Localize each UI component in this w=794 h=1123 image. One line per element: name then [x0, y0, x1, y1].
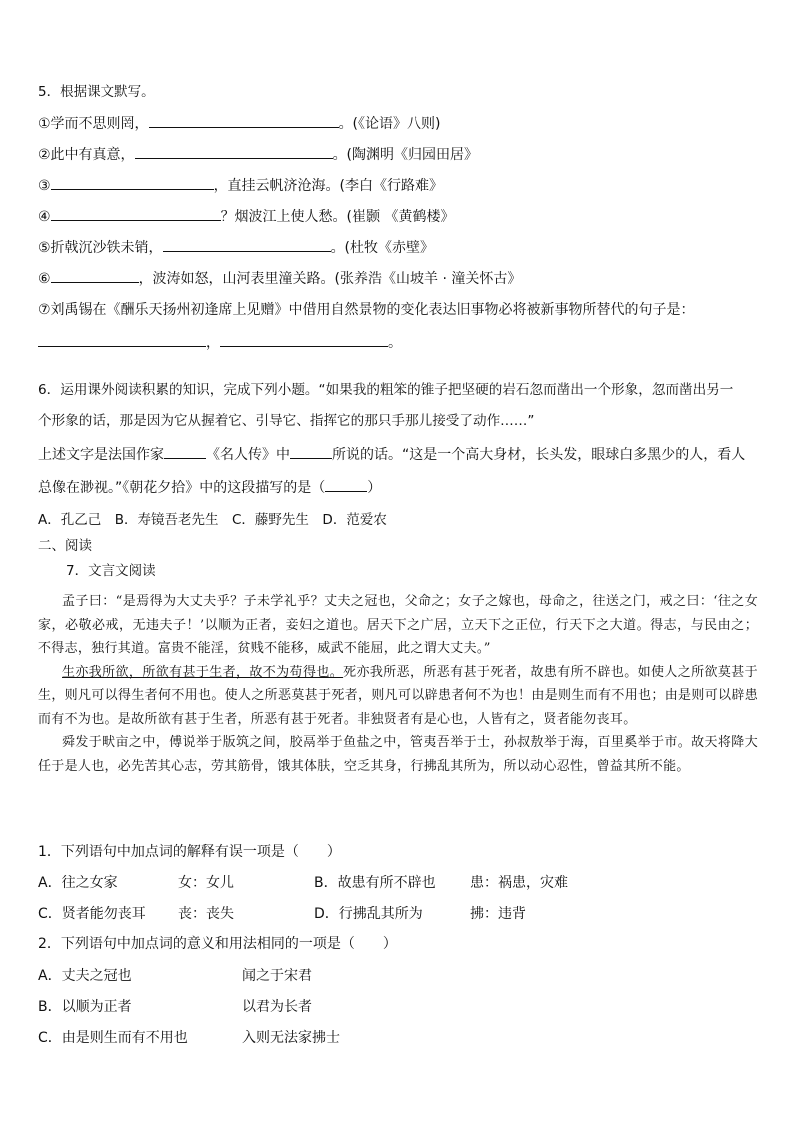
q5-line-5-text: ⑤折戟沉沙铁未销， — [38, 240, 163, 256]
q6-line-3 — [38, 444, 745, 465]
fill-blank[interactable] — [220, 332, 388, 347]
fill-blank[interactable] — [149, 113, 339, 128]
sq2-row-a — [38, 966, 758, 986]
option-b-answer: 患：祸患，灾难 — [470, 875, 568, 891]
q6-text-1: 6．运用课外阅读积累的知识，完成下列小题。“如果我的粗笨的锥子把坚硬的岩石忽而凿出一个形象，忽而凿出另一 — [38, 382, 734, 398]
passage-paragraph-1: 孟子曰：“是焉得为大丈夫乎？子未学礼乎？丈夫之冠也，父命之；女子之嫁也，母命之，往送之门，戒之曰：‘往之女家，必敬必戒，无违夫子！’以顺为正者，妾妇之道也。居天下之广居，立天下之正位，行天下之大道。得志，与民由之；不得志，独行其道。富贵不能淫，贫贱不能移，威武不能屈，此之谓大丈夫。” — [38, 594, 758, 656]
sq2-stem: 2．下列语句中加点词的意义和用法相同的一项是（ ） — [38, 936, 397, 952]
passage-paragraph-2-text: 死亦我所恶，所恶有甚于死者，故患有所不辟也。如使人之所欲莫甚于生，则凡可以得生者何不用也。使人之所恶莫甚于死者，则凡可以辟患者何不为也！由是则生而有不用也；由是则可以辟患而有不为也。是故所欲有甚于生者，所恶有甚于死者。非独贤者有是心也，人皆有之，贤者能勿丧耳。 — [38, 664, 758, 727]
fill-blank[interactable] — [325, 477, 367, 492]
q6-text-3b: 《名人传》中 — [206, 447, 290, 463]
q6-text-3a: 上述文字是法国作家 — [38, 447, 164, 463]
q5-line-4 — [38, 206, 454, 227]
q5-line-1-text: ①学而不思则罔， — [38, 116, 149, 132]
sq1-row-cd — [38, 904, 758, 924]
fill-blank[interactable] — [51, 175, 214, 190]
q5-line-4-num: ④ — [38, 209, 51, 225]
q5-line-2-source: 。(陶渊明《归园田居》 — [332, 147, 479, 163]
fill-blank[interactable] — [164, 444, 206, 459]
option-b[interactable]: B．以顺为正者 — [38, 999, 132, 1015]
option-c[interactable]: C．由是则生而有不用也 — [38, 1030, 188, 1046]
q5-line-8 — [38, 332, 402, 353]
option-c[interactable]: C．贤者能勿丧耳 — [38, 906, 146, 922]
passage-paragraph-2 — [38, 661, 758, 732]
q5-line-3-text: ，直挂云帆济沧海。(李白《行路难》 — [213, 178, 444, 194]
option-a-second: 闻之于宋君 — [242, 968, 312, 984]
option-a-answer: 女：女儿 — [178, 875, 234, 891]
q5-line-2 — [38, 144, 478, 165]
fill-blank[interactable] — [135, 144, 333, 159]
q5-line-1-source: 。(《论语》八则) — [338, 116, 441, 132]
underlined-sentence: 生亦我所欲，所欲有甚于生者，故不为苟得也。 — [62, 664, 344, 680]
q6-options: A．孔乙己 B．寿镜吾老先生 C．藤野先生 D．范爱农 — [38, 512, 387, 528]
subsection-title: 7．文言文阅读 — [66, 563, 156, 579]
fill-blank[interactable] — [38, 332, 206, 347]
q6-line-4 — [38, 477, 381, 498]
passage-paragraph-3: 舜发于畎亩之中，傅说举于版筑之间，胶鬲举于鱼盐之中，管夷吾举于士，孙叔敖举于海，百里奚举于市。故天将降大任于是人也，必先苦其心志，劳其筋骨，饿其体肤，空乏其身，行拂乱其所为，所以动心忍性，曾益其所不能。 — [38, 735, 758, 774]
option-c-answer: 丧：丧失 — [178, 906, 234, 922]
sq2-row-b — [38, 997, 758, 1017]
fill-blank[interactable] — [51, 268, 139, 283]
q6-text-4a: 总像在渺视。”《朝花夕拾》中的这段描写的是（ — [38, 480, 326, 496]
q5-line-5-source: 。(杜牧《赤壁》 — [330, 240, 435, 256]
q5-line-4-text: ？烟波江上使人愁。(崔颢 《黄鹤楼》 — [220, 209, 455, 225]
q5-line-2-text: ②此中有真意， — [38, 147, 135, 163]
q5-line-6 — [38, 268, 521, 289]
q6-text-3c: 所说的话。“这是一个高大身材，长头发，眼球白多黑少的人，看人 — [332, 447, 746, 463]
q6-text-4b: ） — [367, 480, 382, 496]
fill-blank[interactable] — [290, 444, 332, 459]
q5-line-3-num: ③ — [38, 178, 51, 194]
option-a[interactable]: A．往之女家 — [38, 875, 118, 891]
sq1-row-ab — [38, 873, 758, 893]
sq2-row-c — [38, 1028, 758, 1048]
option-d[interactable]: D．行拂乱其所为 — [314, 906, 423, 922]
q5-line-8-comma: ， — [206, 335, 220, 351]
q6-line-1 — [38, 380, 733, 400]
option-c-second: 入则无法家拂士 — [242, 1030, 340, 1046]
option-b-second: 以君为长者 — [242, 999, 312, 1015]
option-d-answer: 拂：违背 — [470, 906, 526, 922]
q5-line-8-end: 。 — [388, 335, 402, 351]
fill-blank[interactable] — [51, 206, 221, 221]
q5-line-6-num: ⑥ — [38, 271, 51, 287]
q5-line-6-text: ，波涛如怒，山河表里潼关路。(张养浩《山坡羊 · 潼关怀古》 — [138, 271, 522, 287]
option-b[interactable]: B．故患有所不辟也 — [314, 875, 436, 891]
q5-line-3 — [38, 175, 443, 196]
q5-line-1 — [38, 113, 441, 134]
option-a[interactable]: A．丈夫之冠也 — [38, 968, 132, 984]
q5-line-7: ⑦刘禹锡在《酬乐天扬州初逢席上见赠》中借用自然景物的变化表达旧事物必将被新事物所替代的句子是： — [38, 302, 695, 318]
q5-title: 5．根据课文默写。 — [38, 84, 155, 100]
classical-passage — [38, 590, 758, 778]
sq1-stem: 1．下列语句中加点词的解释有误一项是（ ） — [38, 844, 341, 860]
section-title: 二、阅读 — [38, 538, 92, 554]
q6-line-2: 个形象的话，那是因为它从握着它、引导它、指挥它的那只手那儿接受了动作……” — [38, 413, 535, 429]
q5-line-5 — [38, 237, 434, 258]
fill-blank[interactable] — [163, 237, 331, 252]
